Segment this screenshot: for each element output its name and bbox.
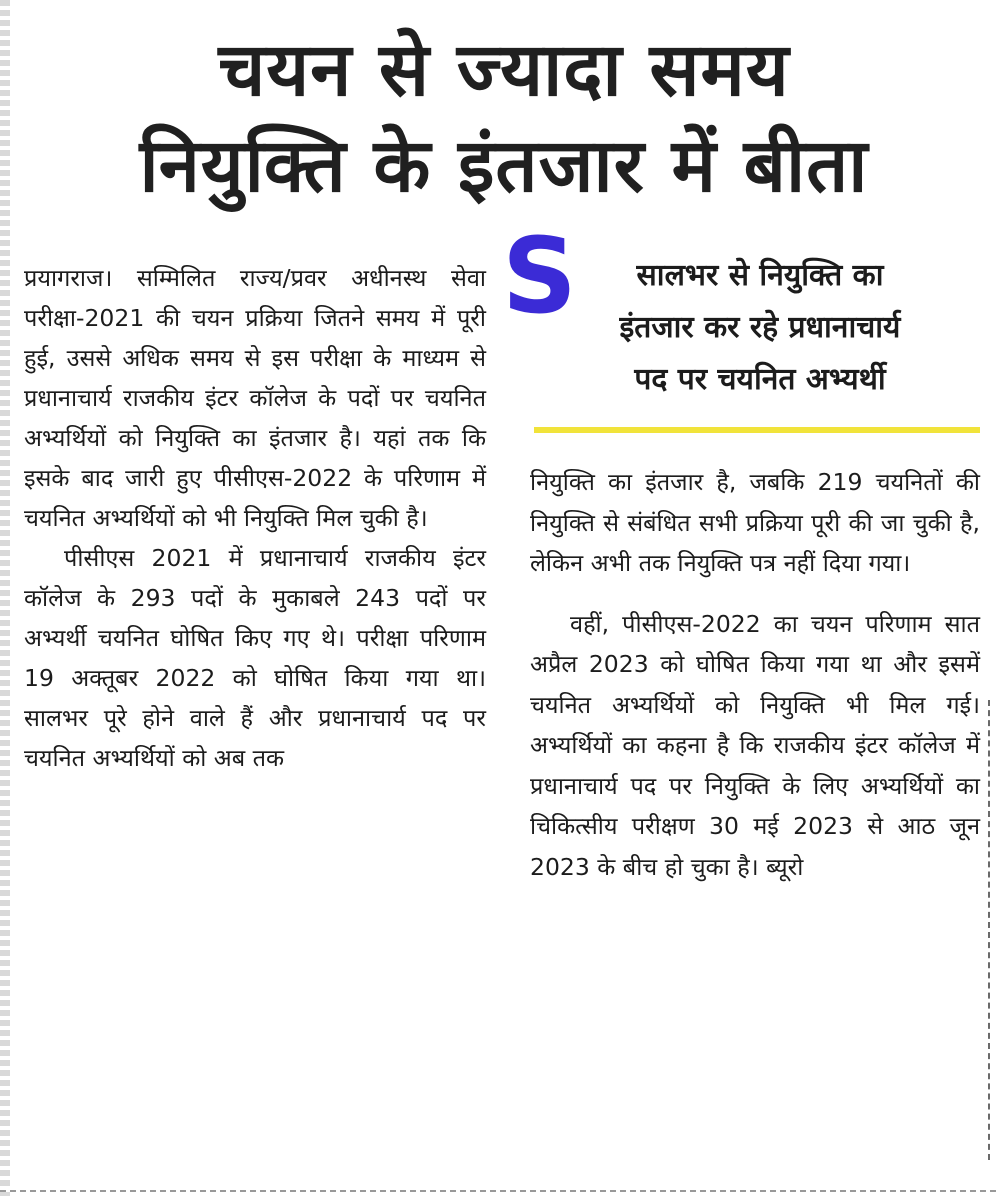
dashed-border: [988, 700, 990, 1160]
article-paragraph: प्रयागराज। सम्मिलित राज्य/प्रवर अधीनस्थ सेवा परीक्षा-2021 की चयन प्रक्रिया जितने समय में पूरी हुई, उससे अधिक समय से इस परीक्षा के माध्यम से प्रधानाचार्य राजकीय इंटर कॉलेज के पदों पर चयनित अभ्यर्थियों को नियुक्ति का इंतजार है। यहां तक कि इसके बाद जारी हुए पीसीएस-2022 के परिणाम में चयनित अभ्यर्थियों को भी नियुक्ति मिल चुकी है।: [24, 264, 486, 532]
article-paragraph: वहीं, पीसीएस-2022 का चयन परिणाम सात अप्रैल 2023 को घोषित किया गया था और इसमें चयनित अभ्यर्थियों को नियुक्ति भी मिल गई। अभ्यर्थियों का कहना है कि राजकीय इंटर कॉलेज में प्रधानाचार्य पद पर नियुक्ति के लिए अभ्यर्थियों का चिकित्सीय परीक्षण 30 मई 2023 से आठ जून 2023 के बीच हो चुका है। ब्यूरो: [530, 609, 980, 881]
subheadline: [548, 250, 972, 406]
article-paragraph: नियुक्ति का इंतजार है, जबकि 219 चयनितों की नियुक्ति से संबंधित सभी प्रक्रिया पूरी की जा चुकी है, लेकिन अभी तक नियुक्ति पत्र नहीं दिया गया।: [530, 468, 980, 577]
yellow-divider: [534, 427, 980, 433]
subheadline-line-2: इंतजार कर रहे प्रधानाचार्य: [619, 310, 901, 345]
headline: [20, 22, 988, 214]
logo-s-icon: S: [502, 215, 577, 337]
subheadline-line-1: सालभर से नियुक्ति का: [636, 258, 884, 293]
headline-line-2: नियुक्ति के इंतजार में बीता: [139, 123, 869, 209]
subheadline-line-3: पद पर चयनित अभ्यर्थी: [634, 362, 886, 397]
headline-line-1: चयन से ज्यादा समय: [218, 27, 790, 113]
article-column-left: [24, 258, 486, 778]
article-column-right: [530, 462, 980, 887]
page-edge-decoration: [0, 0, 10, 1200]
bottom-edge-decoration: [0, 1190, 998, 1192]
article-paragraph: पीसीएस 2021 में प्रधानाचार्य राजकीय इंटर कॉलेज के 293 पदों के मुकाबले 243 पदों पर अभ्यर्थी चयनित घोषित किए गए थे। परीक्षा परिणाम 19 अक्तूबर 2022 को घोषित किया गया था। सालभर पूरे होने वाले हैं और प्रधानाचार्य पद पर चयनित अभ्यर्थियों को अब तक: [24, 544, 486, 772]
